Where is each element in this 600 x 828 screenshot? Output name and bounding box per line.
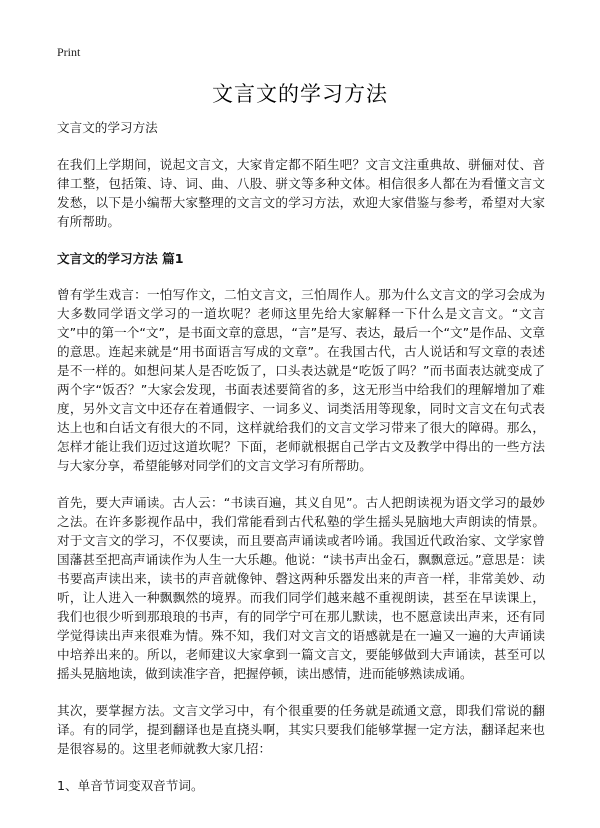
intro-paragraph: 在我们上学期间，说起文言文，大家肯定都不陌生吧？文言文注重典故、骈俪对仗、音律工整，包括策、诗、词、曲、八股、骈文等多种文体。相信很多人都在为看懂文言文发愁，以下是小编帮大家整理的文言文的学习方法，欢迎大家借鉴与参考，希望对大家有所帮助。 [57, 157, 545, 229]
page-title: 文言文的学习方法 [212, 82, 388, 106]
article-body [57, 118, 545, 813]
body-paragraph: 曾有学生戏言：一怕写作文，二怕文言文，三怕周作人。那为什么文言文的学习会成为大多数同学语文学习的一道坎呢？老师这里先给大家解释一下什么是文言文。“文言文”中的第一个“文”，是书面文章的意思，“言”是写、表达，最后一个“文”是作品、文章的意思。连起来就是“用书面语言写成的文章”。在我国古代，古人说话和写文章的表述是不一样的。如想问某人是否吃饭了，口头表达就是“吃饭了吗？”而书面表达就变成了两个字“饭否？”大家会发现，书面表述要简省的多，这无形当中给我们的理解增加了难度，另外文言文中还存在着通假字、一词多义、词类活用等现象，同时文言文在句式表达上也和白话文有很大的不同，这样就给我们的文言文学习带来了很大的障碍。那么，怎样才能让我们迈过这道坎呢？下面，老师就根据自己学古文及教学中得出的一些方法与大家分享，希望能够对同学们的文言文学习有所帮助。 [57, 287, 545, 473]
article-subtitle: 文言文的学习方法 [57, 120, 158, 135]
list-item: 1、单音节词变双音节词。 [57, 778, 204, 793]
print-link[interactable]: Print [57, 45, 81, 59]
body-paragraph: 其次，要掌握方法。文言文学习中，有个很重要的任务就是疏通文意，即我们常说的翻译。有的同学，提到翻译也是直挠头啊，其实只要我们能够掌握一定方法，翻译起来也是很容易的。这里老师就教大家几招： [57, 703, 545, 756]
body-paragraph: 首先，要大声诵读。古人云：“书读百遍，其义自见”。古人把朗读视为语文学习的最妙之法。在许多影视作品中，我们常能看到古代私塾的学生摇头晃脑地大声朗读的情景。对于文言文的学习，不仅要读，而且要高声诵读或者吟诵。我国近代政治家、文学家曾国藩甚至把高声诵读作为人生一大乐趣。他说：“读书声出金石，飘飘意远。”意思是：读书要高声读出来，读书的声音就像钟、磬这两种乐器发出来的声音一样，非常美妙、动听，让人进入一种飘飘然的境界。而我们同学们越来越不重视朗读，甚至在早读课上，我们也很少听到那琅琅的书声，有的同学宁可在那儿默读，也不愿意读出声来，还有同学觉得读出声来很难为情。殊不知，我们对文言文的语感就是在一遍又一遍的大声诵读中培养出来的。所以，老师建议大家拿到一篇文言文，要能够做到大声诵读，甚至可以摇头晃脑地读，做到读准字音，把握停顿，读出感情，进而能够熟读成诵。 [57, 495, 545, 681]
section-heading: 文言文的学习方法 篇1 [57, 251, 184, 266]
